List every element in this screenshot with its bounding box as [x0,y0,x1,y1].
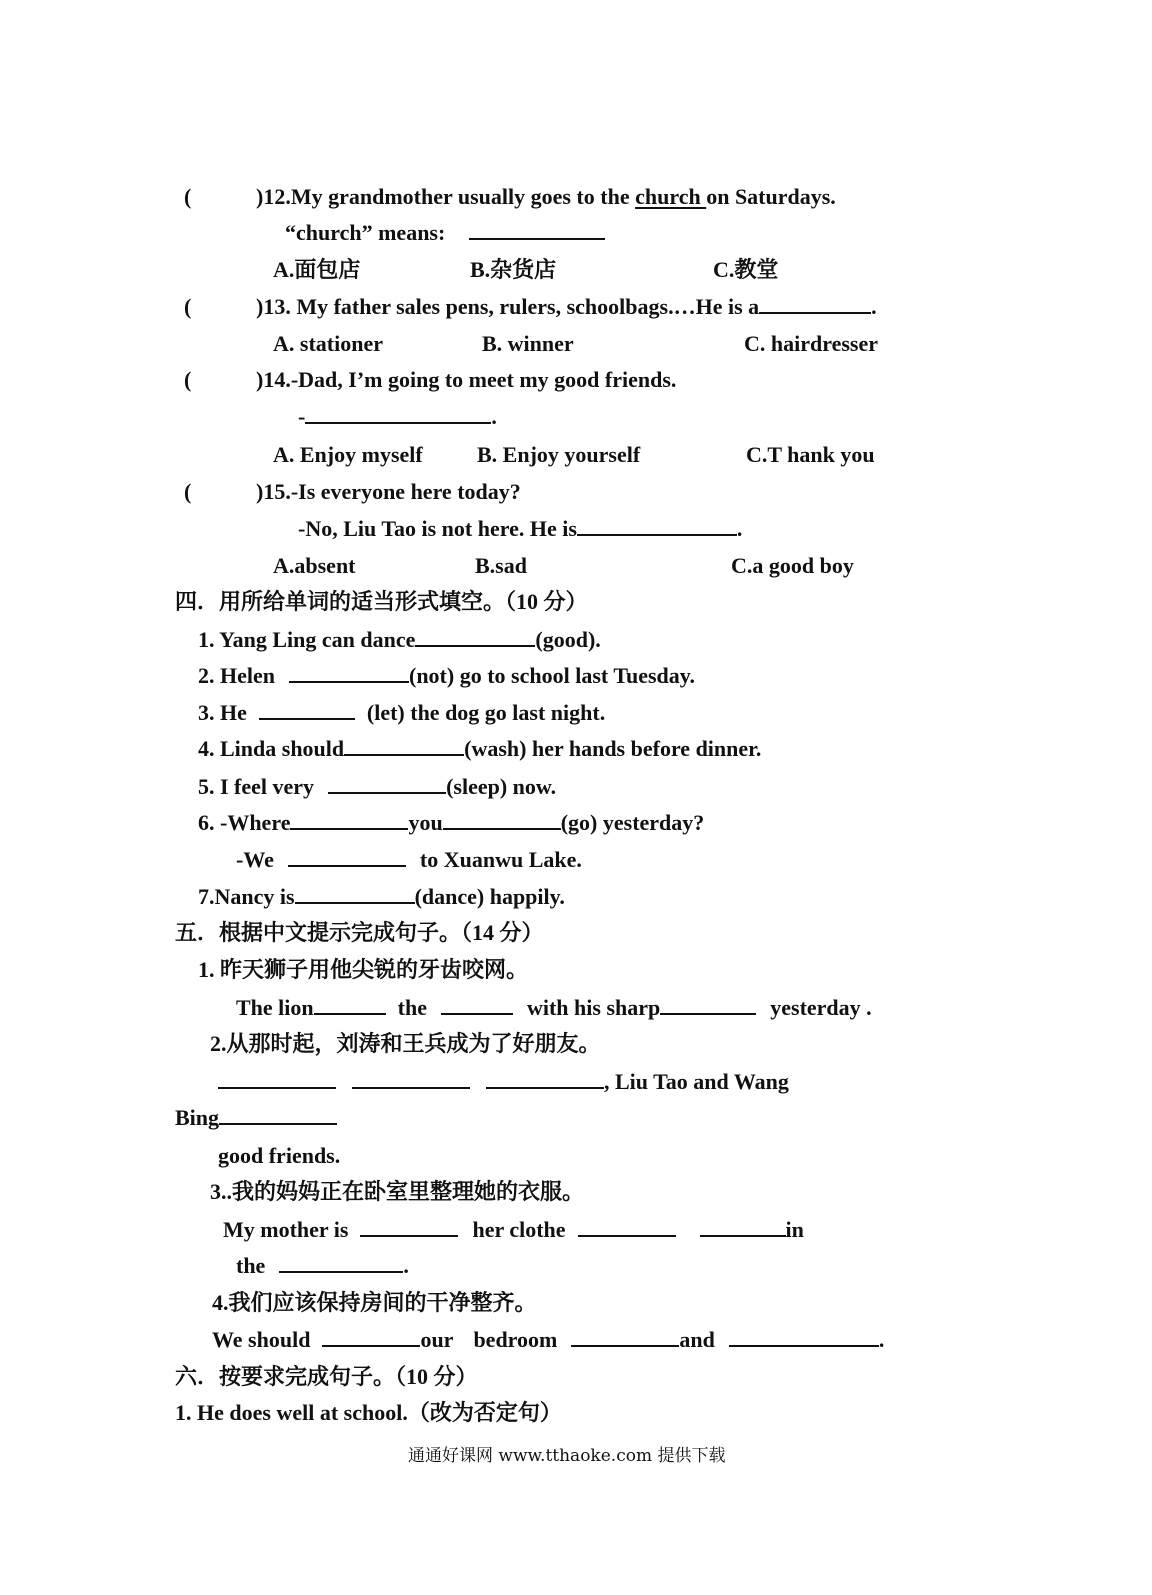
q15-paren: ( [184,479,192,504]
s4-item-2 [198,663,695,689]
section-6-heading: 六．按要求完成句子。（10 分） [175,1364,478,1389]
q14-option-a: A. Enjoy myself [273,442,423,467]
s4-item-1-hint: (good). [535,627,601,652]
answer-blank[interactable] [328,774,446,794]
s5-item-1-text: The lion [236,995,314,1020]
answer-blank[interactable] [314,995,386,1015]
s5-item-3-the: the [236,1253,266,1278]
answer-blank[interactable] [289,663,409,683]
q13-paren: ( [184,294,192,319]
s5-item-4-text: We should [212,1327,311,1352]
s4-item-7 [198,884,565,910]
page-footer: 通通好课网 www.tthaoke.com 提供下载 [408,1446,726,1466]
q14-reply [298,404,497,430]
answer-blank[interactable] [259,700,355,720]
answer-blank[interactable] [322,1327,420,1347]
answer-blank[interactable] [218,1069,336,1089]
s5-item-1-end: yesterday . [770,995,872,1020]
q12-means-text: “church” means: [285,220,446,245]
q12-option-b: B.杂货店 [470,257,557,282]
answer-blank[interactable] [486,1069,604,1089]
s4-item-6 [198,810,704,836]
s5-item-4-end: . [878,1327,885,1352]
s4-item-4-hint: (wash) her hands before dinner. [464,736,762,761]
q13-end: . [871,294,877,319]
q12-option-c: C.教堂 [713,257,779,282]
answer-blank[interactable] [415,627,535,647]
section-5-heading: 五．根据中文提示完成句子。（14 分） [175,920,544,945]
q15-question: )15.-Is everyone here today? [256,479,521,504]
s5-item-2-line3: good friends. [218,1143,341,1168]
s5-item-3-in: in [785,1217,804,1242]
q12-text: )12.My grandmother usually goes to the [256,184,636,209]
s5-item-1-sharp: with his sharp [526,995,661,1020]
s4-item-5 [198,774,556,800]
s5-item-1-english [236,995,872,1021]
answer-blank[interactable] [571,1327,679,1347]
s4-item-7-text: 7.Nancy is [198,884,295,909]
s5-item-2-bing: Bing [175,1105,220,1130]
q14-reply-prefix: - [298,404,306,429]
s4-item-2-text: 2. Helen [198,663,275,688]
section-4-heading: 四．用所给单词的适当形式填空。（10 分） [175,589,588,614]
answer-blank[interactable] [469,220,605,240]
answer-blank[interactable] [279,1253,403,1273]
answer-blank[interactable] [729,1327,879,1347]
q14-paren: ( [184,367,192,392]
answer-blank[interactable] [759,294,871,314]
q15-option-c: C.a good boy [731,553,854,578]
answer-blank[interactable] [352,1069,470,1089]
q12-option-a: A.面包店 [273,257,361,282]
q15-reply [298,516,742,542]
s4-item-4 [198,736,761,762]
s5-item-4-bedroom: bedroom [473,1327,558,1352]
q15-option-a: A.absent [273,553,356,578]
s5-item-2-text: , Liu Tao and Wang [604,1069,789,1094]
s4-item-6-reply-text: -We [236,847,274,872]
answer-blank[interactable] [295,884,415,904]
answer-blank[interactable] [577,516,737,536]
q15-reply-end: . [736,516,743,541]
q12-text-end: on Saturdays. [706,184,836,209]
s4-item-1-text: 1. Yang Ling can dance [198,627,416,652]
s5-item-3-clothe: her clothe [472,1217,566,1242]
s5-item-4-our: our [420,1327,454,1352]
answer-blank[interactable] [441,995,513,1015]
q12-underlined-word: church [635,184,707,209]
q14-option-c: C.T hank you [746,442,875,467]
s5-item-1-the: the [397,995,427,1020]
q14-option-b: B. Enjoy yourself [477,442,641,467]
s4-item-3-text: 3. He [198,700,247,725]
q13-text: )13. My father sales pens, rulers, schoolbags.…He is a [256,294,760,319]
q15-reply-text: -No, Liu Tao is not here. He is [298,516,577,541]
s4-item-7-hint: (dance) happily. [414,884,565,909]
answer-blank[interactable] [578,1217,676,1237]
q13-option-c: C. hairdresser [744,331,879,356]
s5-item-4-and: and [679,1327,715,1352]
q13-option-a: A. stationer [273,331,383,356]
q13-option-b: B. winner [482,331,574,356]
s5-item-3-line2 [236,1253,409,1279]
answer-blank[interactable] [700,1217,786,1237]
s5-item-3-chinese: 3..我的妈妈正在卧室里整理她的衣服。 [210,1179,585,1204]
answer-blank[interactable] [288,847,406,867]
s4-item-6-text: 6. -Where [198,810,291,835]
s5-item-1-chinese: 1. 昨天狮子用他尖锐的牙齿咬网。 [198,957,529,982]
s5-item-3-text: My mother is [223,1217,349,1242]
s4-item-3 [198,700,605,726]
s4-item-6-reply [236,847,582,873]
s5-item-4-chinese: 4.我们应该保持房间的干净整齐。 [212,1290,537,1315]
s4-item-6-you: you [408,810,443,835]
s4-item-3-hint: (let) the dog go last night. [366,700,606,725]
q15-option-b: B.sad [475,553,527,578]
s4-item-6-hint: (go) yesterday? [560,810,705,835]
s4-item-4-text: 4. Linda should [198,736,345,761]
s4-item-5-hint: (sleep) now. [446,774,557,799]
s4-item-5-text: 5. I feel very [198,774,315,799]
s5-item-3-english [223,1217,804,1243]
answer-blank[interactable] [305,404,491,424]
s4-item-1 [198,627,601,653]
q13-question [256,294,877,320]
s5-item-4-english [212,1327,884,1353]
answer-blank[interactable] [360,1217,458,1237]
s4-item-2-hint: (not) go to school last Tuesday. [409,663,696,688]
q12-means [285,220,605,246]
answer-blank[interactable] [344,736,464,756]
s5-item-3-end: . [403,1253,409,1278]
q14-reply-end: . [491,404,497,429]
answer-blank[interactable] [660,995,756,1015]
s6-item-1: 1. He does well at school.（改为否定句） [175,1400,562,1425]
s5-item-2-english [218,1069,789,1095]
s5-item-2-chinese: 2.从那时起，刘涛和王兵成为了好朋友。 [210,1031,601,1056]
answer-blank[interactable] [219,1105,337,1125]
answer-blank[interactable] [290,810,408,830]
s4-item-6-reply-end: to Xuanwu Lake. [419,847,582,872]
q12-question [256,184,836,210]
q12-paren: ( [184,184,192,209]
answer-blank[interactable] [443,810,561,830]
q14-question: )14.-Dad, I’m going to meet my good friends. [256,367,677,392]
s5-item-2-line2 [175,1105,337,1131]
